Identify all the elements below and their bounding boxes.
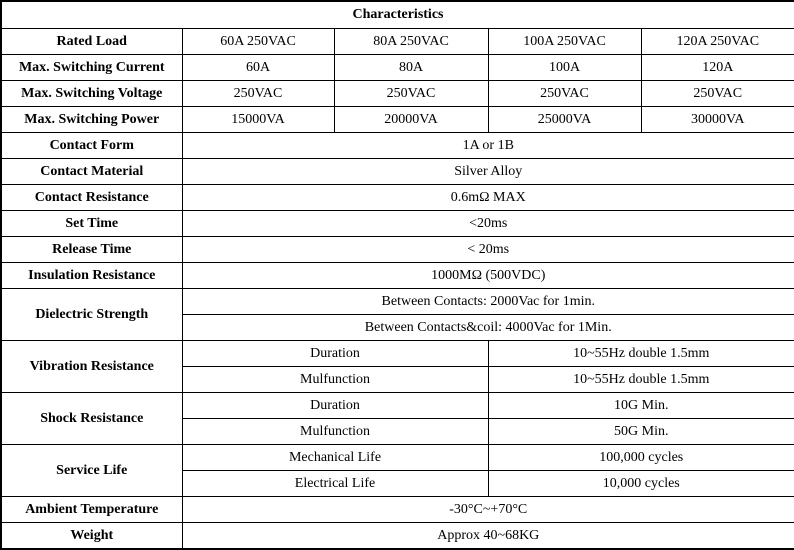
value-cell: 30000VA [641, 107, 794, 133]
value-cell: 120A 250VAC [641, 29, 794, 55]
value-cell: 25000VA [488, 107, 641, 133]
value-cell: 20000VA [334, 107, 488, 133]
row-ambient-temperature [1, 497, 794, 523]
row-label: Rated Load [1, 29, 182, 55]
sub-label-cell: Mechanical Life [182, 445, 488, 471]
value-cell: 1000MΩ (500VDC) [182, 263, 794, 289]
value-cell: 60A [182, 55, 334, 81]
value-cell: Between Contacts: 2000Vac for 1min. [182, 289, 794, 315]
row-insulation-resistance [1, 263, 794, 289]
row-max-switching-current [1, 55, 794, 81]
row-contact-resistance [1, 185, 794, 211]
value-cell: Silver Alloy [182, 159, 794, 185]
value-cell: 10G Min. [488, 393, 794, 419]
row-dielectric-strength-1 [1, 289, 794, 315]
row-max-switching-power [1, 107, 794, 133]
value-cell: Approx 40~68KG [182, 523, 794, 549]
row-label: Service Life [1, 445, 182, 497]
value-cell: 1A or 1B [182, 133, 794, 159]
row-label: Insulation Resistance [1, 263, 182, 289]
value-cell: 250VAC [334, 81, 488, 107]
title-row [1, 1, 794, 29]
row-label: Max. Switching Power [1, 107, 182, 133]
value-cell: Between Contacts&coil: 4000Vac for 1Min. [182, 315, 794, 341]
value-cell: 100A [488, 55, 641, 81]
row-label: Vibration Resistance [1, 341, 182, 393]
row-label: Max. Switching Voltage [1, 81, 182, 107]
value-cell: -30°C~+70°C [182, 497, 794, 523]
value-cell: 50G Min. [488, 419, 794, 445]
sub-label-cell: Electrical Life [182, 471, 488, 497]
row-label: Ambient Temperature [1, 497, 182, 523]
value-cell: 250VAC [488, 81, 641, 107]
value-cell: < 20ms [182, 237, 794, 263]
row-vibration-resistance-1 [1, 341, 794, 367]
table-title: Characteristics [1, 1, 794, 29]
row-label: Weight [1, 523, 182, 549]
row-service-life-1 [1, 445, 794, 471]
row-label: Dielectric Strength [1, 289, 182, 341]
value-cell: 60A 250VAC [182, 29, 334, 55]
value-cell: 250VAC [641, 81, 794, 107]
row-set-time [1, 211, 794, 237]
sub-label-cell: Duration [182, 393, 488, 419]
value-cell: 250VAC [182, 81, 334, 107]
row-label: Contact Material [1, 159, 182, 185]
value-cell: 10~55Hz double 1.5mm [488, 367, 794, 393]
sub-label-cell: Mulfunction [182, 419, 488, 445]
row-max-switching-voltage [1, 81, 794, 107]
value-cell: 120A [641, 55, 794, 81]
row-label: Set Time [1, 211, 182, 237]
value-cell: 15000VA [182, 107, 334, 133]
row-rated-load [1, 29, 794, 55]
row-label: Contact Form [1, 133, 182, 159]
value-cell: 80A 250VAC [334, 29, 488, 55]
value-cell: 100A 250VAC [488, 29, 641, 55]
sub-label-cell: Duration [182, 341, 488, 367]
sub-label-cell: Mulfunction [182, 367, 488, 393]
row-weight [1, 523, 794, 549]
row-contact-form [1, 133, 794, 159]
value-cell: 10~55Hz double 1.5mm [488, 341, 794, 367]
value-cell: 80A [334, 55, 488, 81]
row-label: Max. Switching Current [1, 55, 182, 81]
row-label: Contact Resistance [1, 185, 182, 211]
row-shock-resistance-1 [1, 393, 794, 419]
row-label: Shock Resistance [1, 393, 182, 445]
row-contact-material [1, 159, 794, 185]
value-cell: <20ms [182, 211, 794, 237]
row-release-time [1, 237, 794, 263]
row-label: Release Time [1, 237, 182, 263]
value-cell: 0.6mΩ MAX [182, 185, 794, 211]
value-cell: 100,000 cycles [488, 445, 794, 471]
value-cell: 10,000 cycles [488, 471, 794, 497]
